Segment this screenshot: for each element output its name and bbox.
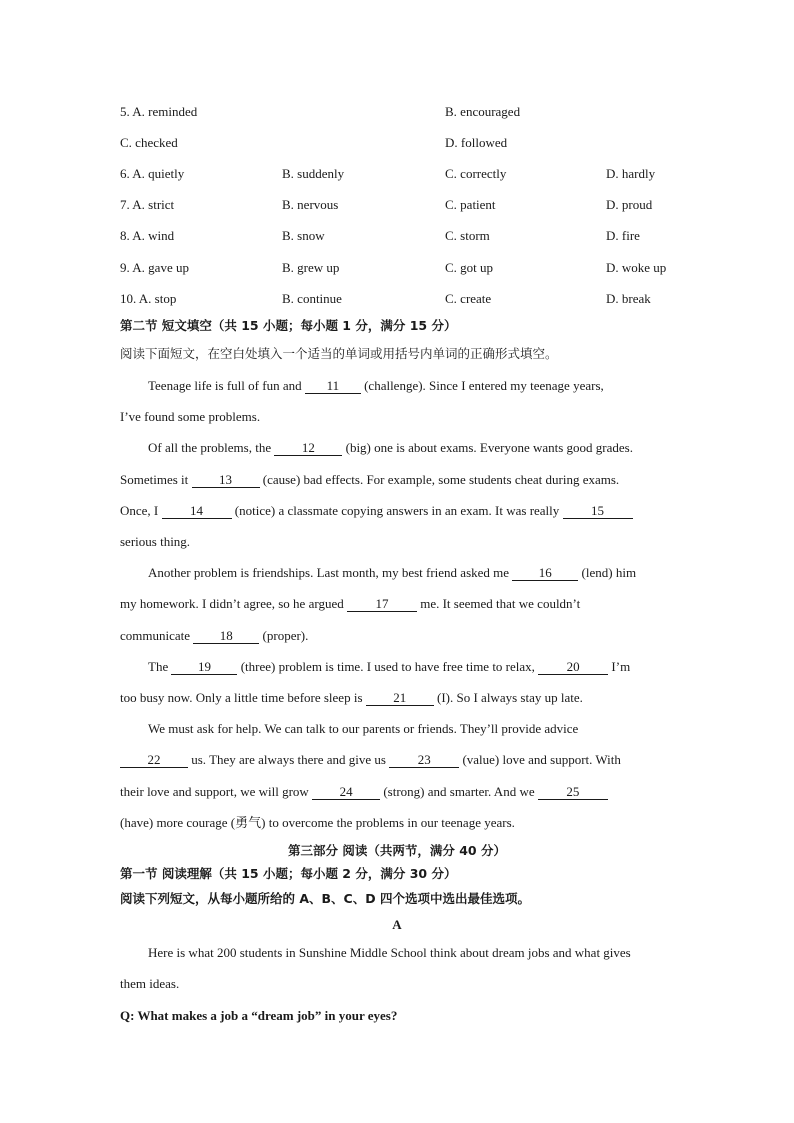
option-item: C. patient bbox=[445, 197, 496, 212]
blank-19[interactable]: 19 bbox=[171, 659, 237, 675]
option-item: B. suddenly bbox=[282, 166, 345, 181]
section-heading: 第二节 短文填空（共 15 小题；每小题 1 分，满分 15 分） bbox=[120, 318, 457, 333]
option-row bbox=[120, 164, 680, 184]
blank-20[interactable]: 20 bbox=[538, 659, 608, 675]
passage-line: communicate 18 (proper). bbox=[120, 628, 309, 643]
blank-12[interactable]: 12 bbox=[274, 440, 342, 456]
part-heading: 第三部分 阅读（共两节，满分 40 分） bbox=[288, 843, 506, 858]
section-heading: 第一节 阅读理解（共 15 小题；每小题 2 分，满分 30 分） bbox=[120, 866, 457, 881]
passage-line: We must ask for help. We can talk to our parents or friends. They’ll provide advice bbox=[148, 721, 579, 736]
passage-line: Of all the problems, the 12 (big) one is about exams. Everyone wants good grades. bbox=[148, 440, 633, 455]
option-item: D. proud bbox=[606, 197, 653, 212]
option-item: C. correctly bbox=[445, 166, 507, 181]
option-row bbox=[120, 102, 680, 122]
blank-22[interactable]: 22 bbox=[120, 752, 188, 768]
passage-line: (have) more courage (勇气) to overcome the problems in our teenage years. bbox=[120, 815, 515, 830]
option-item: 7. A. strict bbox=[120, 197, 175, 212]
option-item: 5. A. reminded bbox=[120, 104, 198, 119]
option-item: D. break bbox=[606, 291, 651, 306]
passage-line: I’ve found some problems. bbox=[120, 409, 261, 424]
option-item: C. create bbox=[445, 291, 492, 306]
option-item: B. continue bbox=[282, 291, 342, 306]
passage-line: serious thing. bbox=[120, 534, 191, 549]
option-item: C. checked bbox=[120, 135, 178, 150]
option-item: D. fire bbox=[606, 228, 640, 243]
option-item: 9. A. gave up bbox=[120, 260, 189, 275]
survey-question: Q: What makes a job a “dream job” in your eyes? bbox=[120, 1008, 398, 1023]
passage-line: their love and support, we will grow 24 (strong) and smarter. And we 25 bbox=[120, 782, 680, 802]
option-item: 10. A. stop bbox=[120, 291, 177, 306]
blank-23[interactable]: 23 bbox=[389, 752, 459, 768]
option-row bbox=[120, 195, 680, 215]
option-item: C. storm bbox=[445, 228, 490, 243]
passage-line: 22 us. They are always there and give us 23 (value) love and support. With bbox=[120, 750, 680, 770]
section-instruction: 阅读下列短文，从每小题所给的 A、B、C、D 四个选项中选出最佳选项。 bbox=[120, 891, 530, 906]
blank-14[interactable]: 14 bbox=[162, 503, 232, 519]
blank-15[interactable]: 15 bbox=[563, 503, 633, 519]
passage-label: A bbox=[392, 917, 402, 932]
passage-line: The 19 (three) problem is time. I used to have free time to relax, 20 I’m bbox=[148, 659, 631, 674]
option-row bbox=[120, 258, 680, 278]
blank-11[interactable]: 11 bbox=[305, 378, 361, 394]
option-item: D. followed bbox=[445, 135, 508, 150]
option-item: B. grew up bbox=[282, 260, 340, 275]
blank-25[interactable]: 25 bbox=[538, 784, 608, 800]
blank-16[interactable]: 16 bbox=[512, 565, 578, 581]
option-item: C. got up bbox=[445, 260, 494, 275]
section-instruction: 阅读下面短文，在空白处填入一个适当的单词或用括号内单词的正确形式填空。 bbox=[120, 346, 558, 361]
option-item: B. encouraged bbox=[445, 104, 521, 119]
option-item: D. hardly bbox=[606, 166, 656, 181]
blank-18[interactable]: 18 bbox=[193, 628, 259, 644]
passage-line: Sometimes it 13 (cause) bad effects. For example, some students cheat during exams. bbox=[120, 472, 620, 487]
passage-line: my homework. I didn’t agree, so he argued 17 me. It seemed that we couldn’t bbox=[120, 596, 581, 611]
passage-line: Once, I 14 (notice) a classmate copying answers in an exam. It was really 15 bbox=[120, 501, 680, 521]
passage-line: Teenage life is full of fun and 11 (challenge). Since I entered my teenage years, bbox=[148, 378, 604, 393]
passage-line: Another problem is friendships. Last month, my best friend asked me 16 (lend) him bbox=[148, 565, 637, 580]
passage-line: too busy now. Only a little time before sleep is 21 (I). So I always stay up late. bbox=[120, 690, 583, 705]
blank-17[interactable]: 17 bbox=[347, 596, 417, 612]
blank-21[interactable]: 21 bbox=[366, 690, 434, 706]
option-item: 6. A. quietly bbox=[120, 166, 185, 181]
option-row bbox=[120, 133, 680, 153]
option-row bbox=[120, 289, 680, 309]
option-item: 8. A. wind bbox=[120, 228, 175, 243]
passage-line: them ideas. bbox=[120, 976, 180, 991]
blank-24[interactable]: 24 bbox=[312, 784, 380, 800]
option-row bbox=[120, 226, 680, 246]
passage-line: Here is what 200 students in Sunshine Middle School think about dream jobs and what gives bbox=[148, 945, 631, 960]
option-item: B. snow bbox=[282, 228, 325, 243]
option-item: D. woke up bbox=[606, 260, 667, 275]
option-item: B. nervous bbox=[282, 197, 339, 212]
blank-13[interactable]: 13 bbox=[192, 472, 260, 488]
